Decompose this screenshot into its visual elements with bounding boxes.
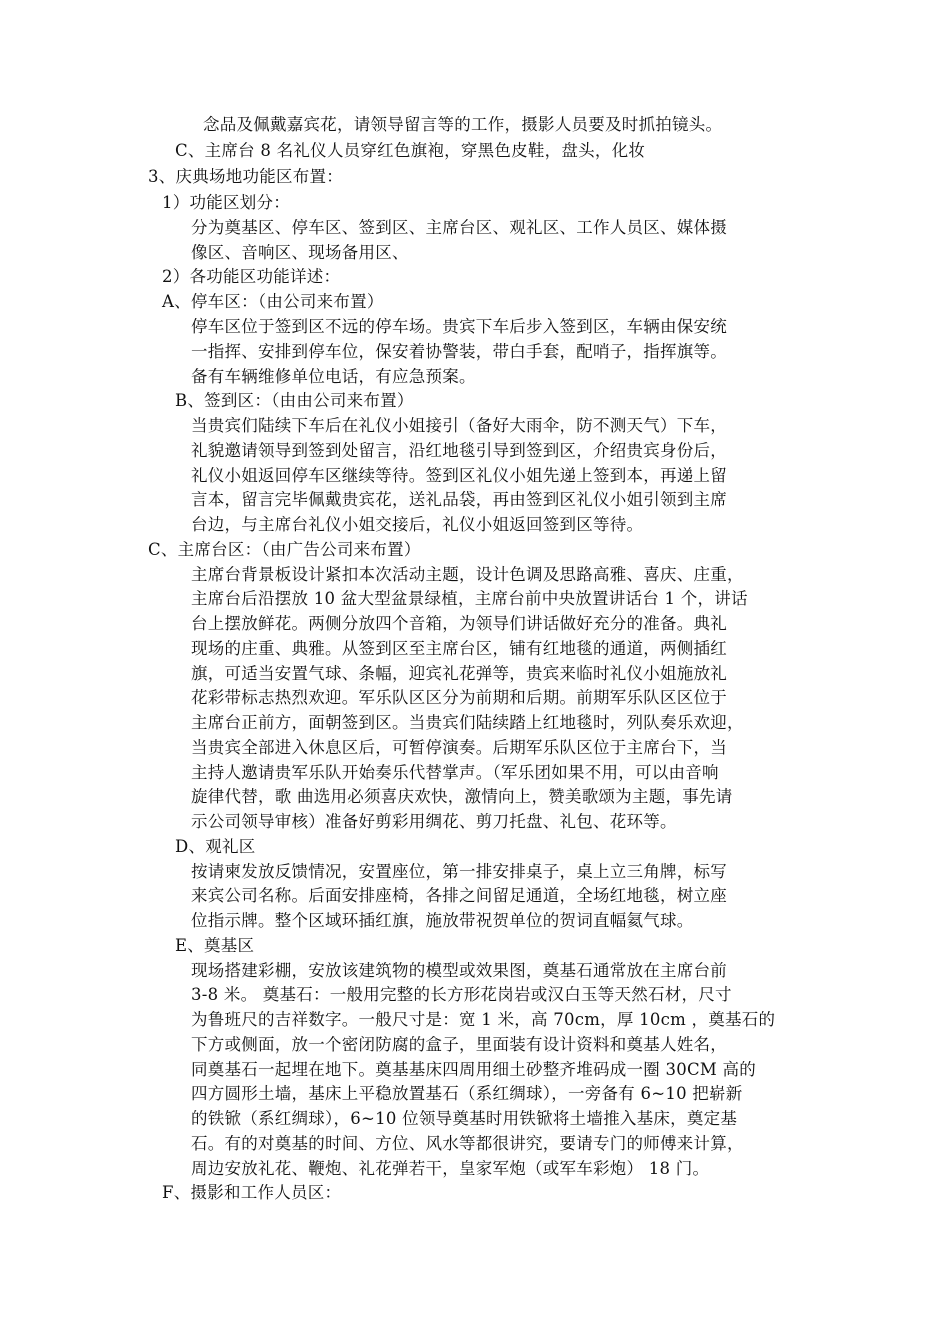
text-line: 花彩带标志热烈欢迎。军乐队区区分为前期和后期。前期军乐队区区位于: [191, 688, 727, 707]
text-line: 当贵宾们陆续下车后在礼仪小姐接引（备好大雨伞，防不测天气）下车，: [191, 416, 727, 435]
text-line: 礼貌邀请领导到签到处留言，沿红地毯引导到签到区，介绍贵宾身份后，: [191, 441, 727, 460]
item-heading: B、签到区：（由由公司来布置）: [175, 391, 414, 410]
text-line: 备有车辆维修单位电话，有应急预案。: [191, 367, 476, 386]
text-line: 言本，留言完毕佩戴贵宾花，送礼品袋，再由签到区礼仪小姐引领到主席: [191, 490, 727, 509]
item-heading: E、奠基区: [175, 936, 255, 955]
text-line: 的铁锨（系红绸球），6~10 位领导奠基时用铁锨将土墙推入基床，奠定基: [191, 1109, 738, 1128]
text-line: 台边，与主席台礼仪小姐交接后，礼仪小姐返回签到区等待。: [191, 515, 644, 534]
text-line: 主席台背景板设计紧扣本次活动主题，设计色调及思路高雅、喜庆、庄重，: [191, 565, 744, 584]
text-line: 一指挥、安排到停车位，保安着协警装，带白手套，配哨子，指挥旗等。: [191, 342, 727, 361]
text-line: 为鲁班尺的吉祥数字。一般尺寸是：宽 1 米，高 70cm，厚 10cm ，奠基石的: [191, 1010, 776, 1029]
text-line: 3-8 米。 奠基石：一般用完整的长方形花岗岩或汉白玉等天然石材，尺寸: [191, 985, 732, 1004]
text-line: 旗，可适当安置气球、条幅，迎宾礼花弹等，贵宾来临时礼仪小姐施放礼: [191, 664, 727, 683]
subsection-heading: 1）功能区划分：: [162, 193, 290, 212]
item-heading: F、摄影和工作人员区：: [162, 1183, 342, 1202]
text-line: 主席台正前方，面朝签到区。当贵宾们陆续踏上红地毯时，列队奏乐欢迎，: [191, 713, 744, 732]
text-line: 下方或侧面，放一个密闭防腐的盒子，里面装有设计资料和奠基人姓名，: [191, 1035, 727, 1054]
text-line: 石。有的对奠基的时间、方位、风水等都很讲究，要请专门的师傅来计算，: [191, 1134, 744, 1153]
item-heading: C、主席台区：（由广告公司来布置）: [148, 540, 421, 559]
text-line: 当贵宾全部进入休息区后，可暂停演奏。后期军乐队区位于主席台下，当: [191, 738, 727, 757]
text-line: 周边安放礼花、鞭炮、礼花弹若干，皇家军炮（或军车彩炮） 18 门。: [191, 1159, 710, 1178]
section-heading: 3、庆典场地功能区布置：: [148, 167, 343, 186]
text-line: 念品及佩戴嘉宾花，请领导留言等的工作，摄影人员要及时抓拍镜头。: [203, 115, 723, 134]
text-line: 停车区位于签到区不远的停车场。贵宾下车后步入签到区，车辆由保安统: [191, 317, 727, 336]
text-line: 同奠基石一起埋在地下。奠基基床四周用细土砂整齐堆码成一圈 30CM 高的: [191, 1060, 757, 1079]
text-line: 主持人邀请贵军乐队开始奏乐代替掌声。（军乐团如果不用，可以由音响: [191, 763, 719, 782]
text-line: 现场的庄重、典雅。从签到区至主席台区，铺有红地毯的通道，两侧插红: [191, 639, 727, 658]
text-line: 主席台后沿摆放 10 盆大型盆景绿植，主席台前中央放置讲话台 1 个，讲话: [191, 589, 748, 608]
subsection-heading: 2）各功能区功能详述：: [162, 267, 341, 286]
text-line: 来宾公司名称。后面安排座椅，各排之间留足通道，全场红地毯，树立座: [191, 886, 727, 905]
text-line: 示公司领导审核）准备好剪彩用绸花、剪刀托盘、礼包、花环等。: [191, 812, 677, 831]
text-line: 按请柬发放反馈情况，安置座位，第一排安排桌子，桌上立三角牌，标写: [191, 862, 727, 881]
item-heading: D、观礼区: [175, 837, 256, 856]
text-line: 四方圆形土墙，基床上平稳放置基石（系红绸球），一旁备有 6~10 把崭新: [191, 1084, 743, 1103]
text-line: 旋律代替，歌 曲选用必须喜庆欢快，激情向上，赞美歌颂为主题，事先请: [191, 787, 733, 806]
item-heading: A、停车区：（由公司来布置）: [162, 292, 384, 311]
text-line: 台上摆放鲜花。两侧分放四个音箱，为领导们讲话做好充分的准备。典礼: [191, 614, 727, 633]
text-line: 现场搭建彩棚，安放该建筑物的模型或效果图，奠基石通常放在主席台前: [191, 961, 727, 980]
text-line: 分为奠基区、停车区、签到区、主席台区、观礼区、工作人员区、媒体摄: [191, 218, 727, 237]
text-line: 像区、音响区、现场备用区、: [191, 243, 409, 262]
text-line: 礼仪小姐返回停车区继续等待。签到区礼仪小姐先递上签到本，再递上留: [191, 466, 727, 485]
text-line: C、主席台 8 名礼仪人员穿红色旗袍，穿黑色皮鞋，盘头，化妆: [175, 141, 646, 160]
text-line: 位指示牌。整个区域环插红旗，施放带祝贺单位的贺词直幅氦气球。: [191, 911, 694, 930]
